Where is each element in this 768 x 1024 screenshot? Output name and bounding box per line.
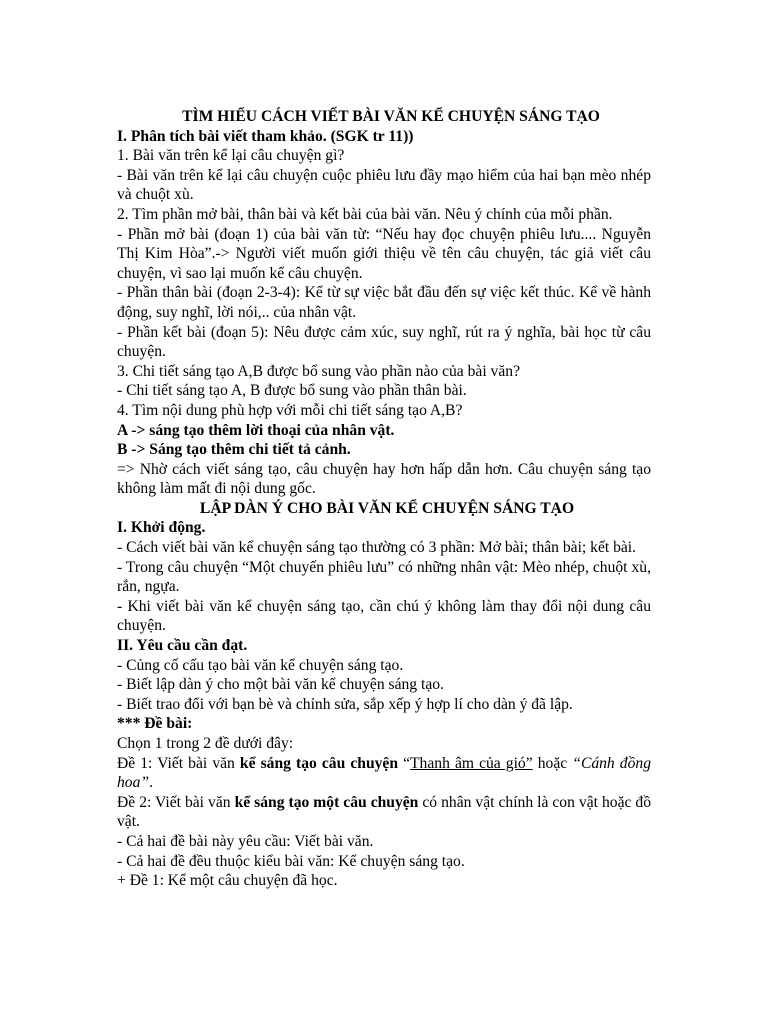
requirement-item-3: - Biết trao đổi với bạn bè và chỉnh sửa, sắp xếp ý hợp lí cho dàn ý đã lập. [117,695,573,713]
topic-1-story-1: Thanh âm của gió” [410,754,533,772]
answer-4-b: B -> Sáng tạo thêm chi tiết tả cảnh. [117,441,351,459]
question-1: 1. Bài văn trên kể lại câu chuyện gì? [117,147,345,165]
note-1: - Cả hai đề bài này yêu cầu: Viết bài văn. [117,832,374,850]
topic-heading: *** Đề bài: [117,715,193,733]
topic-2 [117,793,651,832]
answer-2-body: - Phần thân bài (đoạn 2-3-4): Kể từ sự việc bắt đầu đến sự việc kết thúc. Kể về hành động, suy nghĩ, lời nói,.. của nhân vật. [117,284,651,321]
requirement-item-1: - Củng cố cấu tạo bài văn kể chuyện sáng tạo. [117,656,404,674]
answer-3: - Chi tiết sáng tạo A, B được bổ sung vào phần thân bài. [117,382,467,400]
topic-1-bold: kể sáng tạo câu chuyện [239,754,399,772]
conclusion: => Nhờ cách viết sáng tạo, câu chuyện hay hơn hấp dẫn hơn. Câu chuyện sáng tạo không làm mất đi nội dung gốc. [117,460,651,498]
warmup-item-2: - Trong câu chuyện “Một chuyến phiêu lưu” có những nhân vật: Mèo nhép, chuột xù, rắn, ngựa. [117,558,651,596]
requirement-item-2: - Biết lập dàn ý cho một bài văn kể chuyện sáng tạo. [117,676,444,694]
section-heading-requirements: II. Yêu cầu cần đạt. [117,637,248,655]
question-4: 4. Tìm nội dung phù hợp với mỗi chi tiết sáng tạo A,B? [117,401,463,419]
topic-1-or: hoặc [532,754,573,772]
topic-1-end: . [149,774,153,792]
answer-4-a: A -> sáng tạo thêm lời thoại của nhân vật. [117,421,395,439]
topic-choose: Chọn 1 trong 2 đề dưới đây: [117,735,294,752]
note-3: + Đề 1: Kể một câu chuyện đã học. [117,872,338,890]
topic-2-bold: kể sáng tạo một câu chuyện [234,793,419,811]
section-heading-warmup: I. Khởi động. [117,519,206,537]
answer-1: - Bài văn trên kể lại câu chuyện cuộc phiêu lưu đầy mạo hiểm của hai bạn mèo nhép và chuột xù. [117,166,651,204]
document-page [117,107,651,891]
topic-1-story-2: “Cánh đồng hoa” [117,754,651,792]
answer-2-ending: - Phần kết bài (đoạn 5): Nêu được cảm xúc, suy nghĩ, rút ra ý nghĩa, bài học từ câu chuyện. [117,323,651,361]
document-title: TÌM HIỂU CÁCH VIẾT BÀI VĂN KỂ CHUYỆN SÁNG TẠO [182,108,600,125]
warmup-item-3: - Khi viết bài văn kể chuyện sáng tạo, cần chú ý không làm thay đổi nội dung câu chuyện. [117,597,651,635]
answer-2-intro: - Phần mở bài (đoạn 1) của bài văn từ: “Nếu hay đọc chuyện phiêu lưu.... Nguyễn Thị Kim Hòa”.-> Người viết muốn giới thiệu về tên câu chuyện, tác giả viết câu chuyện, vì sao lại muốn kể câu chuyện. [117,225,651,282]
note-2: - Cả hai đề đều thuộc kiểu bài văn: Kể chuyện sáng tạo. [117,852,465,870]
topic-1 [117,754,651,793]
question-3: 3. Chi tiết sáng tạo A,B được bổ sung vào phần nào của bài văn? [117,362,520,380]
topic-1-open-quote: “ [398,754,411,772]
topic-2-rest: có nhân vật chính là con vật hoặc đồ vật. [117,793,652,831]
question-2: 2. Tìm phần mở bài, thân bài và kết bài của bài văn. Nêu ý chính của mỗi phần. [117,205,613,223]
section-heading-analysis: I. Phân tích bài viết tham khảo. (SGK tr 11)) [117,127,414,145]
topic-2-prefix: Đề 2: Viết bài văn [117,793,235,811]
warmup-item-1: - Cách viết bài văn kể chuyện sáng tạo thường có 3 phần: Mở bài; thân bài; kết bài. [117,539,637,557]
outline-title: LẬP DÀN Ý CHO BÀI VĂN KỂ CHUYỆN SÁNG TẠO [199,499,575,517]
topic-1-prefix: Đề 1: Viết bài văn [117,754,240,772]
